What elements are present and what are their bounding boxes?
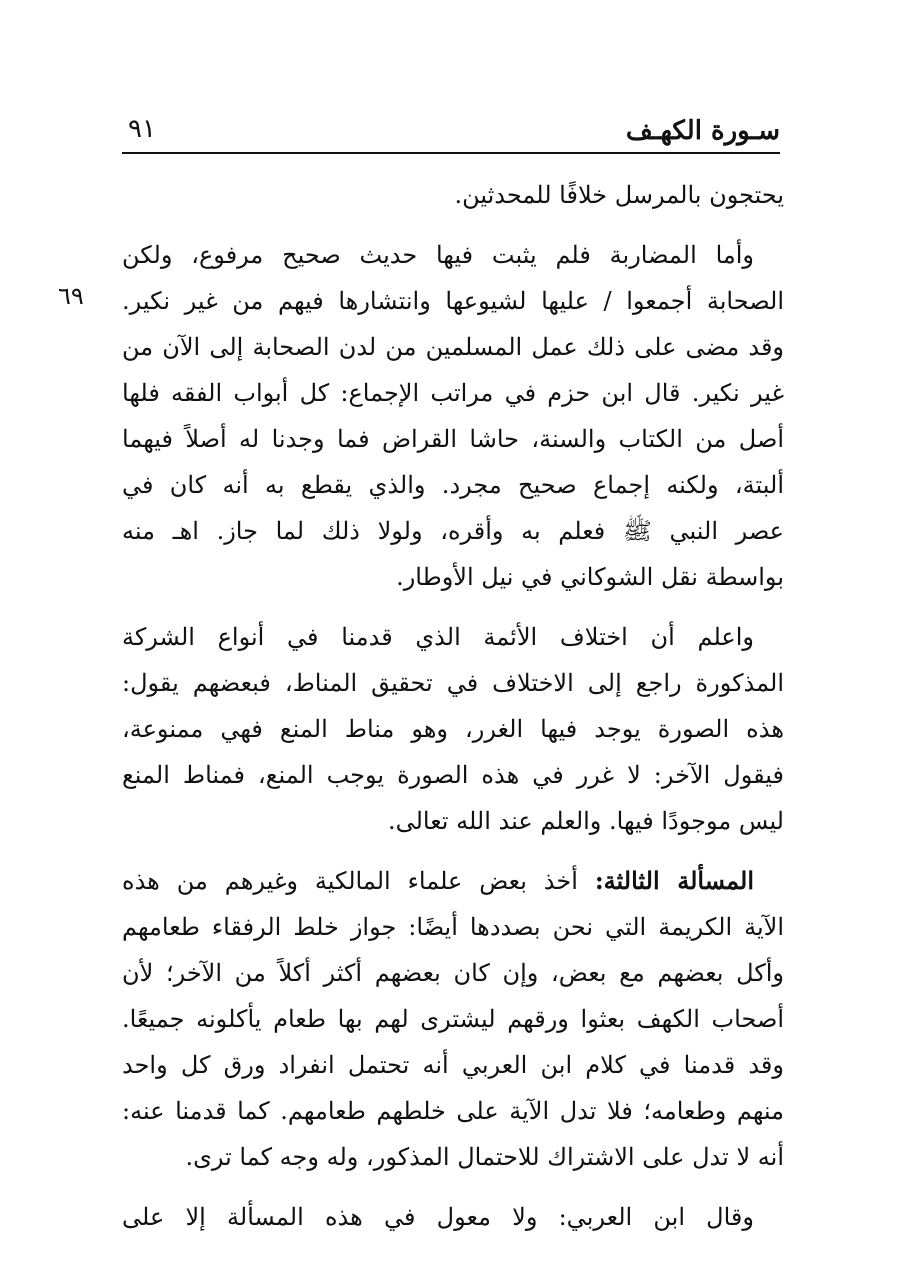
paragraph-4: [122, 858, 784, 1180]
section-heading: المسألة الثالثة:: [594, 866, 755, 895]
paragraph-3: [122, 614, 784, 844]
text-line: [122, 858, 784, 904]
text-line: الآية الكريمة التي نحن بصددها أيضًا: جواز خلط الرفقاء طعامهم: [122, 913, 784, 941]
text-line: ألبتة، ولكنه إجماع صحيح مجرد. والذي يقطع به أنه كان في: [122, 471, 784, 499]
page-number: ٩١: [128, 114, 156, 144]
text-line: وقد قدمنا في كلام ابن العربي أنه تحتمل انفراد ورق كل واحد: [122, 1051, 784, 1079]
text-line: عصر النبي ﷺ فعلم به وأقره، ولولا ذلك لما جاز. اهـ منه: [122, 517, 784, 545]
margin-page-reference: ٦٩: [58, 282, 84, 310]
text-line: وقد مضى على ذلك عمل المسلمين من لدن الصحابة إلى الآن من: [122, 333, 784, 361]
paragraph-1: [122, 172, 784, 218]
paragraph-2-cont: [122, 278, 784, 600]
running-title: سـورة الكهـف: [625, 116, 780, 146]
text-line: أنه لا تدل على الاشتراك للاحتمال المذكور، وله وجه كما ترى.: [185, 1143, 784, 1171]
main-text: [122, 172, 784, 1254]
text-line: أصل من الكتاب والسنة، حاشا القراض فما وجدنا له أصلاً فيهما: [122, 425, 784, 453]
text-line: المذكورة راجع إلى الاختلاف في تحقيق المناط، فبعضهم يقول:: [122, 669, 784, 697]
text-line: بواسطة نقل الشوكاني في نيل الأوطار.: [396, 563, 784, 591]
text-line: واعلم أن اختلاف الأئمة الذي قدمنا في أنواع الشركة: [122, 623, 754, 651]
text-segment: أخذ بعض علماء المالكية وغيرهم من هذه: [122, 867, 595, 895]
text-line: وأكل بعضهم مع بعض، وإن كان بعضهم أكثر أكلاً من الآخر؛ لأن: [122, 959, 784, 987]
text-line: منهم وطعامه؛ فلا تدل الآية على خلطهم طعامهم. كما قدمنا عنه:: [122, 1097, 784, 1125]
text-line: الصحابة أجمعوا / عليها لشيوعها وانتشارها فيهم من غير نكير.: [122, 287, 784, 315]
text-line: هذه الصورة يوجد فيها الغرر، وهو مناط المنع فهي ممنوعة،: [122, 715, 784, 743]
text-line: فيقول الآخر: لا غرر في هذه الصورة يوجب المنع، فمناط المنع: [122, 761, 784, 789]
text-line: أصحاب الكهف بعثوا ورقهم ليشترى لهم بها طعام يأكلونه جميعًا.: [122, 1005, 784, 1033]
text-line: ليس موجودًا فيها. والعلم عند الله تعالى.: [387, 807, 784, 835]
text-line: وأما المضاربة فلم يثبت فيها حديث صحيح مرفوع، ولكن: [122, 241, 754, 269]
text-line: وقال ابن العربي: ولا معول في هذه المسألة إلا على: [122, 1203, 754, 1231]
paragraph-2: [122, 232, 784, 278]
text-line: يحتجون بالمرسل خلافًا للمحدثين.: [454, 181, 784, 209]
text-line: غير نكير. قال ابن حزم في مراتب الإجماع: كل أبواب الفقه فلها: [122, 379, 784, 407]
paragraph-5: [122, 1194, 784, 1240]
page-header: [122, 112, 780, 154]
